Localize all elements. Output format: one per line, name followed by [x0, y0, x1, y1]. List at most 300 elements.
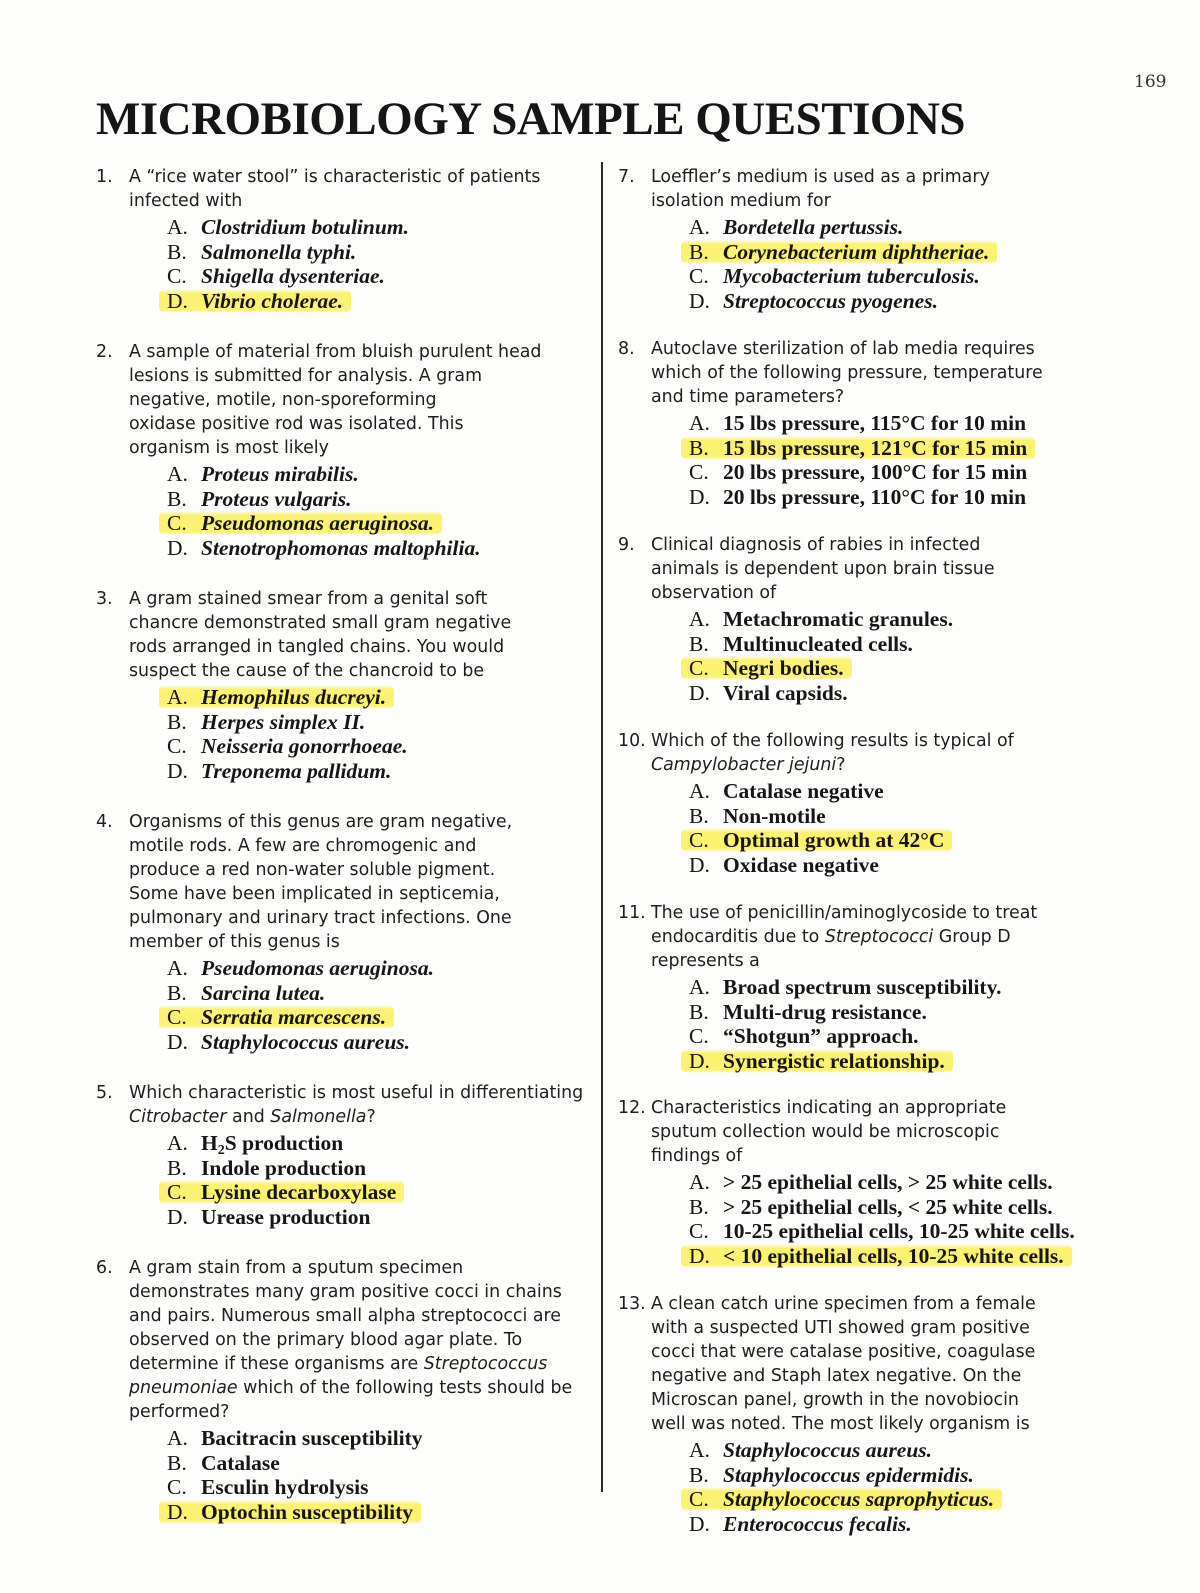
option-text: Oxidase negative [723, 852, 879, 877]
option-letter: C. [167, 511, 187, 535]
answer-option-content [689, 975, 1002, 999]
question-text-line: and time parameters? [651, 387, 845, 407]
option-text: Lysine decarboxylase [201, 1180, 397, 1204]
option-text: Optimal growth at 42°C [723, 828, 945, 852]
question-9 [618, 533, 1108, 705]
question-text-line: rods arranged in tangled chains. You would [129, 637, 505, 657]
question-text-line: with a suspected UTI showed gram positive [651, 1318, 1030, 1338]
question-number: 5. [96, 1083, 113, 1103]
question-text-lines [651, 1098, 1006, 1166]
answer-option [689, 215, 1108, 240]
option-letter: B. [689, 999, 709, 1024]
question-text-line: chancre demonstrated small gram negative [129, 613, 512, 633]
option-subscript: 2 [217, 1143, 225, 1158]
question-text-lines [129, 342, 541, 458]
answer-option [689, 240, 1108, 265]
option-text: Synergistic relationship. [723, 1048, 945, 1073]
answer-option [689, 411, 1108, 436]
answer-option-content [167, 710, 365, 734]
answer-option-content [689, 215, 903, 239]
question-13 [618, 1292, 1108, 1536]
question-text-part: Group D represents a [651, 927, 1011, 971]
answer-option [689, 485, 1108, 510]
option-text: Bordetella pertussis. [723, 215, 904, 239]
answer-option-content [167, 1426, 423, 1450]
question-text-line: A “rice water stool” is characteristic of patients [129, 167, 541, 187]
question-text-lines [129, 812, 512, 952]
option-letter: A. [689, 779, 710, 803]
question-number: 13. [618, 1294, 646, 1314]
question-text-part: which of the following tests should be performed? [129, 1378, 573, 1422]
answer-option [689, 289, 1108, 314]
question-6 [96, 1256, 586, 1524]
question-text-line: animals is dependent upon brain tissue [651, 559, 995, 579]
question-text-part: A gram stain from a sputum specimen demonstrates many gram positive cocci in chains and pairs. Numerous small alpha streptococci are observed on the primary blood agar plate. To determine if these organisms are [129, 1258, 562, 1374]
answer-option [167, 1426, 586, 1451]
option-text: Corynebacterium diphtheriae. [723, 239, 990, 264]
option-letter: C. [689, 460, 709, 484]
question-text-lines [129, 167, 540, 211]
answer-options [618, 411, 1108, 509]
option-letter: B. [689, 631, 709, 656]
question-text-line: which of the following pressure, temperature [651, 363, 1043, 383]
option-letter: A. [689, 607, 710, 631]
option-letter: C. [689, 1024, 709, 1048]
option-text: Negri bodies. [723, 656, 844, 680]
question-number: 7. [618, 167, 635, 187]
question-text-line: findings of [651, 1146, 743, 1166]
option-text: Sarcina lutea. [201, 980, 326, 1005]
highlighted-answer [681, 436, 1035, 460]
page-number: 169 [1134, 72, 1167, 92]
answer-option-content [689, 1024, 919, 1048]
question-text-line: member of this genus is [129, 932, 340, 952]
question-stem [96, 340, 586, 460]
option-text: < 10 epithelial cells, 10-25 white cells. [723, 1243, 1064, 1268]
question-text-lines [129, 589, 511, 681]
answer-option-content [167, 1131, 344, 1158]
highlighted-answer [681, 240, 997, 264]
question-text-line: well was noted. The most likely organism is [651, 1414, 1030, 1434]
question-organism-name: Streptococci [824, 927, 934, 947]
option-letter: D. [689, 484, 710, 509]
highlighted-answer [681, 1244, 1072, 1268]
highlighted-answer [681, 656, 852, 680]
option-text: Staphylococcus aureus. [201, 1029, 411, 1054]
option-text: Optochin susceptibility [201, 1499, 414, 1524]
question-organism-name: Salmonella [270, 1107, 367, 1127]
answer-option-content [167, 1030, 410, 1054]
option-text: Catalase [201, 1450, 280, 1475]
highlighted-answer [159, 289, 351, 313]
answer-option-content [167, 462, 359, 486]
option-letter: B. [167, 980, 187, 1005]
question-stem [618, 1292, 1108, 1436]
answer-options [618, 215, 1108, 313]
option-text: H [201, 1131, 218, 1155]
question-5 [96, 1081, 586, 1229]
question-number: 11. [618, 903, 646, 923]
page-title: MICROBIOLOGY SAMPLE QUESTIONS [96, 93, 966, 145]
question-text [129, 1258, 572, 1422]
answer-option [167, 1205, 586, 1230]
option-text: S production [224, 1131, 344, 1155]
question-stem [96, 165, 586, 213]
answer-option [689, 804, 1108, 829]
option-text: Mycobacterium tuberculosis. [723, 264, 980, 288]
answer-option [167, 685, 586, 710]
option-letter: A. [167, 1426, 188, 1450]
question-number: 12. [618, 1098, 646, 1118]
question-stem [618, 729, 1108, 777]
option-text: Neisseria gonorrhoeae. [201, 734, 408, 758]
option-text: Proteus vulgaris. [201, 486, 352, 511]
question-stem [96, 1256, 586, 1424]
answer-option [689, 1244, 1108, 1269]
option-letter: B. [689, 239, 709, 264]
question-text-line: negative, motile, non-sporeforming [129, 390, 437, 410]
question-text-line: A gram stained smear from a genital soft [129, 589, 488, 609]
question-text-line: lesions is submitted for analysis. A gram [129, 366, 483, 386]
option-letter: C. [167, 1180, 187, 1204]
answer-options [618, 975, 1108, 1073]
question-text-part: Which of the following results is typical of [651, 731, 1014, 751]
question-text-lines [651, 339, 1043, 407]
option-text: Pseudomonas aeruginosa. [201, 956, 434, 980]
highlighted-answer [159, 1005, 394, 1029]
option-letter: D. [167, 288, 188, 313]
question-text-line: isolation medium for [651, 191, 831, 211]
option-letter: C. [689, 264, 709, 288]
question-stem [618, 901, 1108, 973]
answer-option-content [167, 1475, 369, 1499]
option-text: Enterococcus fecalis. [723, 1511, 912, 1536]
question-text-line: negative and Staph latex negative. On the [651, 1366, 1022, 1386]
answer-option [689, 1487, 1108, 1512]
highlighted-answer [681, 1487, 1002, 1511]
question-text [129, 1083, 583, 1127]
option-letter: B. [167, 239, 187, 264]
question-text-line: suspect the cause of the chancroid to be [129, 661, 485, 681]
question-7 [618, 165, 1108, 313]
answer-option [689, 681, 1108, 706]
answer-option [167, 215, 586, 240]
option-letter: A. [689, 975, 710, 999]
answer-option-content [167, 240, 356, 264]
answer-option-content [167, 1205, 370, 1229]
question-stem [96, 1081, 586, 1129]
highlighted-answer [159, 511, 442, 535]
option-text: 15 lbs pressure, 121°C for 15 min [723, 435, 1028, 460]
answer-option-content [689, 1512, 912, 1536]
answer-option-content [689, 411, 1026, 435]
option-text: Multi-drug resistance. [723, 999, 927, 1024]
option-letter: C. [167, 264, 187, 288]
option-letter: B. [167, 1450, 187, 1475]
answer-option-content [689, 804, 826, 828]
answer-option [167, 956, 586, 981]
option-text: Herpes simplex II. [201, 709, 366, 734]
option-text: Staphylococcus aureus. [723, 1438, 933, 1462]
answer-option [167, 759, 586, 784]
question-number: 1. [96, 167, 113, 187]
answer-option-content [167, 264, 385, 288]
option-text: Clostridium botulinum. [201, 215, 409, 239]
answer-option [167, 1180, 586, 1205]
question-11 [618, 901, 1108, 1073]
answer-option [689, 1219, 1108, 1244]
question-10 [618, 729, 1108, 877]
option-letter: D. [689, 852, 710, 877]
option-letter: B. [689, 1194, 709, 1219]
question-text-line: motile rods. A few are chromogenic and [129, 836, 477, 856]
option-text: 10-25 epithelial cells, 10-25 white cells. [723, 1219, 1075, 1243]
answer-option-content [689, 289, 938, 313]
option-text: > 25 epithelial cells, > 25 white cells. [723, 1170, 1053, 1194]
answer-option-content [689, 1438, 932, 1462]
answer-option-content [167, 981, 325, 1005]
answer-option-content [167, 1156, 366, 1180]
option-letter: C. [167, 734, 187, 758]
option-letter: D. [167, 1029, 188, 1054]
option-letter: D. [167, 1204, 188, 1229]
question-stem [618, 165, 1108, 213]
option-letter: D. [689, 1048, 710, 1073]
question-text-lines [651, 535, 995, 603]
answer-option-content [689, 460, 1027, 484]
question-number: 10. [618, 731, 646, 751]
question-text-line: Clinical diagnosis of rabies in infected [651, 535, 981, 555]
option-letter: A. [689, 215, 710, 239]
answer-option [689, 460, 1108, 485]
option-text: Non-motile [723, 803, 826, 828]
column-divider [601, 162, 603, 1492]
option-letter: C. [167, 1475, 187, 1499]
question-text-part: Which characteristic is most useful in differentiating [129, 1083, 584, 1103]
answer-option [167, 981, 586, 1006]
answer-option [167, 462, 586, 487]
option-letter: C. [167, 1005, 187, 1029]
answer-option [167, 536, 586, 561]
answer-options [96, 215, 586, 313]
option-text: Broad spectrum susceptibility. [723, 975, 1002, 999]
answer-option-content [689, 1170, 1053, 1194]
question-text-line: infected with [129, 191, 243, 211]
answer-option-content [689, 485, 1026, 509]
option-text: Pseudomonas aeruginosa. [201, 511, 434, 535]
question-number: 6. [96, 1258, 113, 1278]
answer-option-content [689, 779, 884, 803]
answer-option [689, 607, 1108, 632]
option-letter: C. [689, 828, 709, 852]
answer-options [618, 607, 1108, 705]
question-4 [96, 810, 586, 1054]
question-text-line: Characteristics indicating an appropriate [651, 1098, 1007, 1118]
question-text-line: observation of [651, 583, 777, 603]
question-text-line: A clean catch urine specimen from a female [651, 1294, 1036, 1314]
question-number: 2. [96, 342, 113, 362]
answer-options [618, 1170, 1108, 1268]
option-text: Viral capsids. [723, 680, 848, 705]
option-letter: C. [689, 656, 709, 680]
option-text: Catalase negative [723, 779, 884, 803]
question-organism-name: Citrobacter [129, 1107, 227, 1127]
option-text: Staphylococcus saprophyticus. [723, 1487, 995, 1511]
option-letter: A. [689, 1170, 710, 1194]
option-text: Serratia marcescens. [201, 1005, 387, 1029]
question-organism-name: Streptococcus pneumoniae [129, 1354, 548, 1398]
option-letter: A. [689, 1438, 710, 1462]
question-text-line: A sample of material from bluish purulent head [129, 342, 542, 362]
option-text: Esculin hydrolysis [201, 1475, 369, 1499]
option-text: Salmonella typhi. [201, 239, 357, 264]
answer-option-content [167, 759, 391, 783]
option-letter: C. [689, 1219, 709, 1243]
option-letter: B. [689, 803, 709, 828]
option-letter: A. [167, 1131, 188, 1155]
option-letter: A. [167, 956, 188, 980]
question-stem [96, 810, 586, 954]
left-column [96, 165, 586, 1524]
answer-option [167, 511, 586, 536]
option-text: Urease production [201, 1204, 371, 1229]
option-letter: D. [689, 1511, 710, 1536]
answer-option [167, 1131, 586, 1156]
answer-option [689, 436, 1108, 461]
answer-options [96, 462, 586, 560]
option-text: Treponema pallidum. [201, 758, 392, 783]
question-text [651, 903, 1037, 971]
answer-options [96, 1131, 586, 1229]
option-text: Staphylococcus epidermidis. [723, 1462, 974, 1487]
answer-option [167, 289, 586, 314]
question-number: 9. [618, 535, 635, 555]
question-stem [618, 533, 1108, 605]
question-8 [618, 337, 1108, 509]
question-1 [96, 165, 586, 313]
answer-option-content [689, 1219, 1075, 1243]
option-letter: B. [167, 486, 187, 511]
option-letter: A. [167, 462, 188, 486]
question-text-part: ? [366, 1107, 376, 1127]
option-letter: C. [689, 1487, 709, 1511]
answer-options [618, 1438, 1108, 1536]
question-text-part: and [226, 1107, 271, 1127]
question-text-line: cocci that were catalase positive, coagulase [651, 1342, 1036, 1362]
answer-option [689, 632, 1108, 657]
answer-option-content [167, 1451, 280, 1475]
option-text: Metachromatic granules. [723, 607, 954, 631]
answer-option-content [689, 681, 848, 705]
option-text: Proteus mirabilis. [201, 462, 359, 486]
answer-option-content [689, 1195, 1053, 1219]
option-text: 20 lbs pressure, 100°C for 15 min [723, 460, 1028, 484]
question-text-part: The use of penicillin/aminoglycoside to treat endocarditis due to [651, 903, 1038, 947]
answer-option [689, 264, 1108, 289]
answer-option [689, 1438, 1108, 1463]
option-letter: D. [689, 288, 710, 313]
question-text-lines [651, 167, 990, 211]
question-text-line: Loeffler’s medium is used as a primary [651, 167, 990, 187]
option-letter: B. [689, 1462, 709, 1487]
answer-option-content [167, 956, 434, 980]
answer-option [167, 1156, 586, 1181]
highlighted-answer [159, 1180, 404, 1204]
answer-option-content [689, 853, 879, 877]
question-text-line: pulmonary and urinary tract infections. One [129, 908, 512, 928]
option-text: Indole production [201, 1155, 367, 1180]
answer-option [689, 1049, 1108, 1074]
question-stem [618, 1096, 1108, 1168]
question-text-line: Some have been implicated in septicemia, [129, 884, 500, 904]
answer-option-content [167, 487, 352, 511]
question-text-part: ? [836, 755, 846, 775]
answer-option [689, 1170, 1108, 1195]
answer-option [167, 240, 586, 265]
highlighted-answer [681, 828, 952, 852]
option-text: Hemophilus ducreyi. [201, 685, 387, 709]
answer-option [167, 487, 586, 512]
question-organism-name: Campylobacter jejuni [651, 755, 837, 775]
option-letter: B. [689, 435, 709, 460]
option-text: > 25 epithelial cells, < 25 white cells. [723, 1194, 1053, 1219]
answer-options [96, 1426, 586, 1524]
answer-option [689, 779, 1108, 804]
answer-option-content [167, 215, 409, 239]
answer-option [167, 734, 586, 759]
answer-option [689, 1512, 1108, 1537]
answer-option-content [689, 1000, 927, 1024]
question-12 [618, 1096, 1108, 1268]
answer-option [167, 1500, 586, 1525]
option-text: Vibrio cholerae. [201, 288, 344, 313]
answer-options [96, 956, 586, 1054]
answer-option [167, 1005, 586, 1030]
option-letter: D. [689, 680, 710, 705]
answer-options [96, 685, 586, 783]
highlighted-answer [681, 1049, 953, 1073]
answer-option-content [167, 734, 408, 758]
answer-option-content [689, 264, 980, 288]
question-text-line: produce a red non-water soluble pigment. [129, 860, 496, 880]
option-letter: B. [167, 709, 187, 734]
option-text: Streptococcus pyogenes. [723, 288, 938, 313]
question-2 [96, 340, 586, 560]
option-text: 15 lbs pressure, 115°C for 10 min [723, 411, 1027, 435]
option-text: 20 lbs pressure, 110°C for 10 min [723, 484, 1027, 509]
question-text-line: sputum collection would be microscopic [651, 1122, 1000, 1142]
answer-option [689, 1463, 1108, 1488]
answer-option [167, 1030, 586, 1055]
question-number: 4. [96, 812, 113, 832]
answer-option-content [689, 1463, 974, 1487]
option-letter: A. [167, 685, 188, 709]
question-stem [96, 587, 586, 683]
option-letter: D. [689, 1243, 710, 1268]
question-text-line: Microscan panel, growth in the novobiocin [651, 1390, 1019, 1410]
option-text: Stenotrophomonas maltophilia. [201, 535, 481, 560]
highlighted-answer [159, 685, 394, 709]
question-stem [618, 337, 1108, 409]
option-letter: A. [167, 215, 188, 239]
question-text [651, 731, 1014, 775]
question-3 [96, 587, 586, 783]
right-column [618, 165, 1108, 1536]
option-text: Bacitracin susceptibility [201, 1426, 423, 1450]
question-text-lines [651, 1294, 1036, 1434]
answer-option [167, 264, 586, 289]
option-text: “Shotgun” approach. [723, 1024, 919, 1048]
